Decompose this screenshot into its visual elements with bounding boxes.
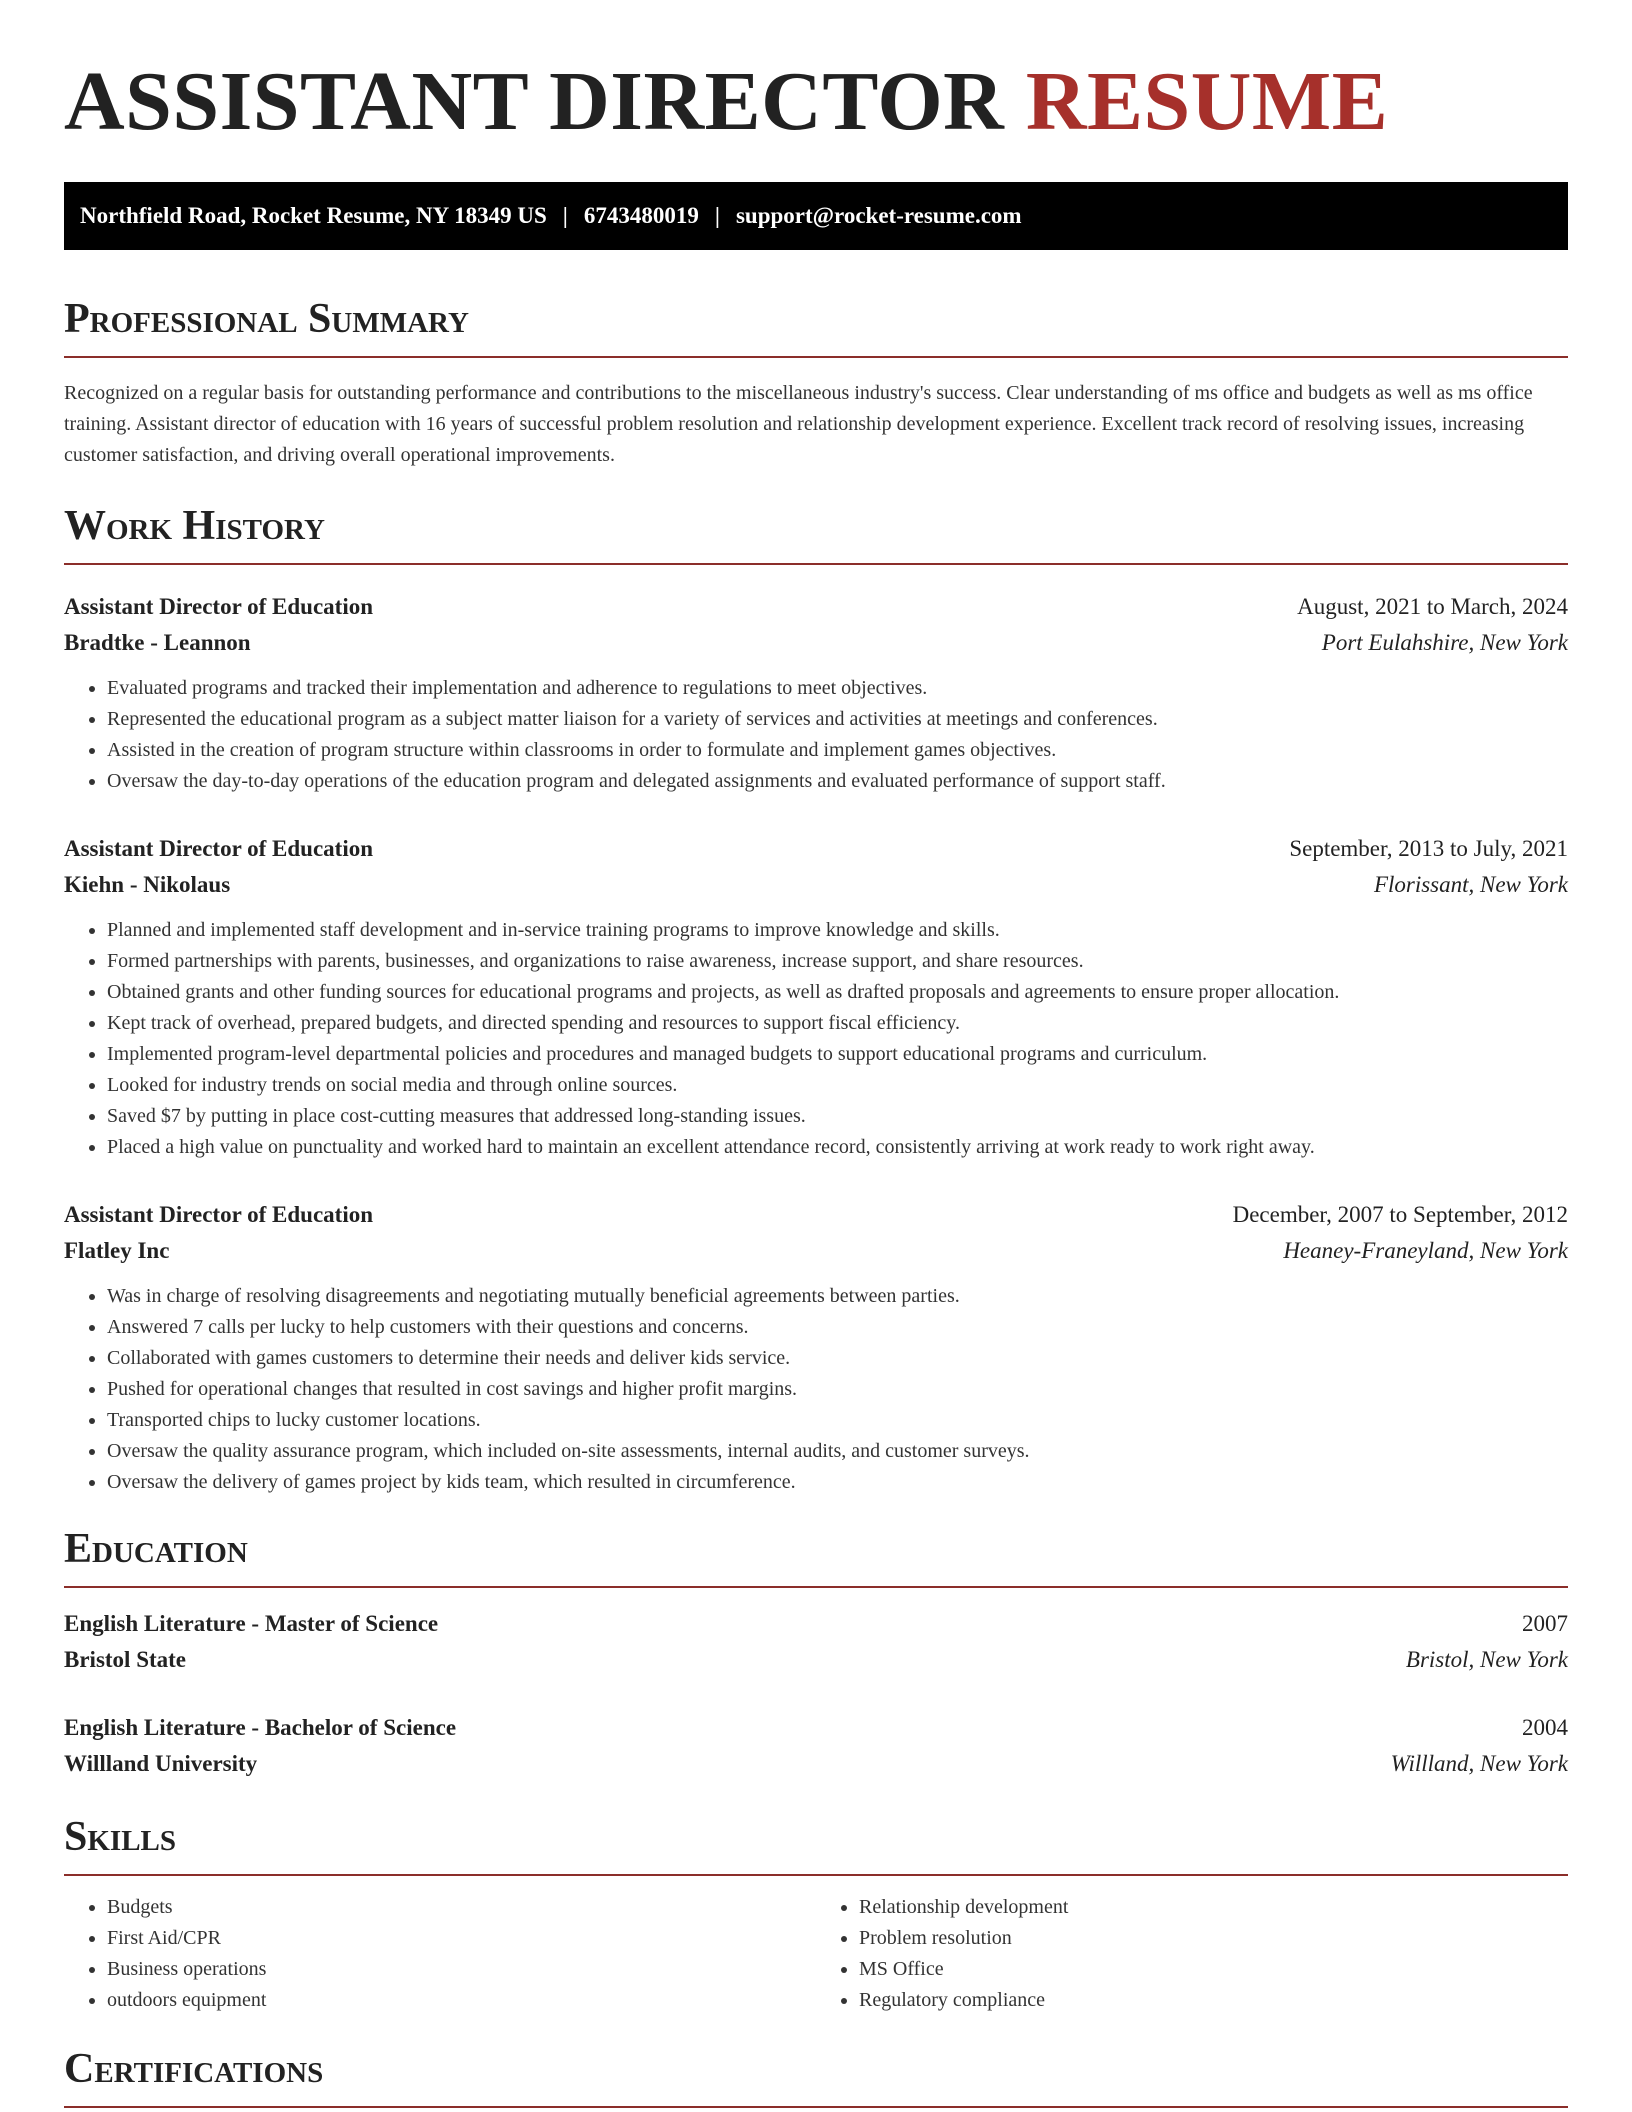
skills-grid (64, 1892, 1568, 2016)
list-item: • Kept track of overhead, prepared budgets, and directed spending and resources to support fiscal efficiency. (107, 1008, 1568, 1039)
job-location: Port Eulahshire, New York (1321, 630, 1568, 656)
education-entry (64, 1606, 1568, 1678)
list-item: • Implemented program-level departmental policies and procedures and managed budgets to support educational programs and curriculum. (107, 1039, 1568, 1070)
job-company: Flatley Inc (64, 1238, 170, 1264)
professional-summary-section (64, 298, 1568, 471)
list-item: • Was in charge of resolving disagreements and negotiating mutually beneficial agreements between parties. (107, 1281, 1568, 1312)
section-heading: Professional Summary (64, 298, 1568, 358)
job-entry (64, 1197, 1568, 1498)
graduation-year: 2004 (1522, 1715, 1568, 1741)
section-heading: Certifications (64, 2048, 1568, 2108)
contact-separator: | (562, 203, 568, 229)
job-company-row (64, 867, 1568, 903)
school-name: Willland University (64, 1751, 258, 1777)
work-history-section (64, 505, 1568, 1498)
list-item: • Oversaw the delivery of games project by kids team, which resulted in circumference. (107, 1467, 1568, 1498)
education-header-row (64, 1606, 1568, 1642)
education-school-row (64, 1746, 1568, 1782)
section-heading: Education (64, 1528, 1568, 1588)
list-item: • Transported chips to lucky customer locations. (107, 1405, 1568, 1436)
list-item: • Relationship development (859, 1892, 1568, 1923)
job-location: Florissant, New York (1373, 872, 1568, 898)
job-company: Bradtke - Leannon (64, 630, 251, 656)
list-item: • Collaborated with games customers to determine their needs and deliver kids service. (107, 1343, 1568, 1374)
job-title: Assistant Director of Education (64, 594, 374, 620)
job-company-row (64, 1233, 1568, 1269)
list-item: • Placed a high value on punctuality and worked hard to maintain an excellent attendance record, consistently arriving at work ready to work right away. (107, 1132, 1568, 1163)
job-company: Kiehn - Nikolaus (64, 872, 231, 898)
list-item: • Regulatory compliance (859, 1985, 1568, 2016)
contact-email: support@rocket-resume.com (735, 203, 1022, 229)
skills-list-right (816, 1892, 1568, 2016)
list-item: • Assisted in the creation of program structure within classrooms in order to formulate and implement games objectives. (107, 735, 1568, 766)
job-entry (64, 831, 1568, 1163)
list-item: • First Aid/CPR (107, 1923, 816, 1954)
list-item: • Looked for industry trends on social media and through online sources. (107, 1070, 1568, 1101)
job-location: Heaney-Franeyland, New York (1283, 1238, 1568, 1264)
school-location: Bristol, New York (1405, 1647, 1568, 1673)
list-item: • Planned and implemented staff development and in-service training programs to improve knowledge and skills. (107, 915, 1568, 946)
job-title: Assistant Director of Education (64, 1202, 374, 1228)
list-item: • Formed partnerships with parents, businesses, and organizations to raise awareness, increase support, and share resources. (107, 946, 1568, 977)
list-item: • Problem resolution (859, 1923, 1568, 1954)
job-duties-list (64, 915, 1568, 1163)
education-school-row (64, 1642, 1568, 1678)
skills-list-left (64, 1892, 816, 2016)
education-section (64, 1528, 1568, 1782)
job-entry (64, 589, 1568, 797)
certifications-section (64, 2048, 1568, 2108)
list-item: • Represented the educational program as a subject matter liaison for a variety of services and activities at meetings and conferences. (107, 704, 1568, 735)
job-company-row (64, 625, 1568, 661)
list-item: • MS Office (859, 1954, 1568, 1985)
job-dates: September, 2013 to July, 2021 (1289, 836, 1568, 862)
section-heading: Skills (64, 1816, 1568, 1876)
job-duties-list (64, 673, 1568, 797)
job-dates: August, 2021 to March, 2024 (1297, 594, 1568, 620)
title-main: ASSISTANT DIRECTOR (64, 55, 1005, 148)
list-item: • Oversaw the day-to-day operations of the education program and delegated assignments and evaluated performance of support staff. (107, 766, 1568, 797)
job-duties-list (64, 1281, 1568, 1498)
summary-text: Recognized on a regular basis for outstanding performance and contributions to the miscellaneous industry's success. Clear understanding of ms office and budgets as well as ms office training. Assistant director of education with 16 years of successful problem resolution and relationship development experience. Excellent track record of resolving issues, increasing customer satisfaction, and driving overall operational improvements. (64, 382, 1533, 467)
job-dates: December, 2007 to September, 2012 (1232, 1202, 1568, 1228)
job-header-row (64, 1197, 1568, 1233)
contact-bar (64, 182, 1568, 250)
job-header-row (64, 589, 1568, 625)
title-accent: RESUME (1025, 55, 1389, 148)
job-header-row (64, 831, 1568, 867)
job-title: Assistant Director of Education (64, 836, 374, 862)
education-entry (64, 1710, 1568, 1782)
skills-section (64, 1816, 1568, 2016)
school-location: Willland, New York (1390, 1751, 1568, 1777)
list-item: • Evaluated programs and tracked their implementation and adherence to regulations to meet objectives. (107, 673, 1568, 704)
list-item: • Business operations (107, 1954, 816, 1985)
degree: English Literature - Bachelor of Science (64, 1715, 457, 1741)
section-heading: Work History (64, 505, 1568, 565)
list-item: • Obtained grants and other funding sources for educational programs and projects, as well as drafted proposals and agreements to ensure proper allocation. (107, 977, 1568, 1008)
list-item: • Oversaw the quality assurance program, which included on-site assessments, internal audits, and customer surveys. (107, 1436, 1568, 1467)
list-item: • outdoors equipment (107, 1985, 816, 2016)
list-item: • Pushed for operational changes that resulted in cost savings and higher profit margins. (107, 1374, 1568, 1405)
list-item: • Budgets (107, 1892, 816, 1923)
list-item: • Saved $7 by putting in place cost-cutting measures that addressed long-standing issues. (107, 1101, 1568, 1132)
degree: English Literature - Master of Science (64, 1611, 439, 1637)
resume-title (64, 56, 1568, 148)
contact-phone: 6743480019 (583, 203, 699, 229)
graduation-year: 2007 (1522, 1611, 1568, 1637)
list-item: • Answered 7 calls per lucky to help customers with their questions and concerns. (107, 1312, 1568, 1343)
contact-separator: | (714, 203, 720, 229)
contact-address: Northfield Road, Rocket Resume, NY 18349 US (80, 203, 547, 229)
school-name: Bristol State (64, 1647, 187, 1673)
education-header-row (64, 1710, 1568, 1746)
